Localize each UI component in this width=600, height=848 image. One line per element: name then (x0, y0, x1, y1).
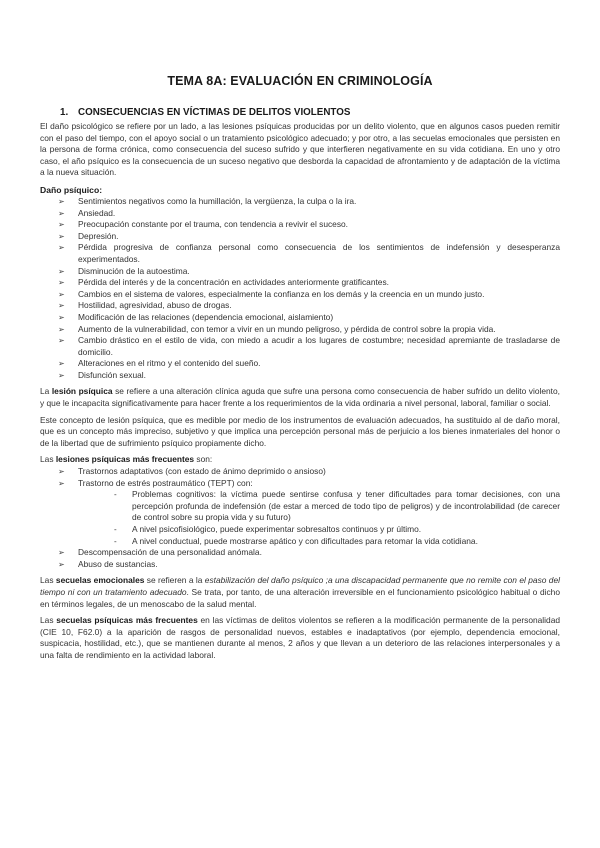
lesiones-frecuentes-intro: Las lesiones psíquicas más frecuentes son: (40, 454, 213, 465)
lesion-psiquica-paragraph: La lesión psíquica se refiere a una alteración clínica aguda que sufre una persona como consecuencia de haber sufrido un delito violento, y que le incapacita significativamente para hacer frente a los requerimientos de la vida ordinaria a nivel personal, laboral, familiar o social. (40, 386, 560, 409)
dash-bullet-icon: - (114, 536, 117, 546)
arrow-bullet-icon: ➢ (58, 278, 65, 288)
dano-psiquico-heading: Daño psíquico: (40, 184, 103, 195)
secuelas-emocionales-term: secuelas emocionales (55, 575, 145, 586)
concepto-paragraph: Este concepto de lesión psíquica, que es medible por medio de los instrumentos de evaluación adecuados, ha sustituido al de daño moral, que es un concepto más impreciso, subjetivo y que implica una percepción personal más de perjuicio a los bienes inmateriales del honor o de la libertad que de sufrimiento psíquico propiamente dicho. (40, 414, 560, 448)
lesion-psiquica-term: lesión psíquica (51, 386, 113, 397)
dash-bullet-icon: - (114, 490, 117, 500)
secuelas-frecuentes-paragraph: Las secuelas psíquicas más frecuentes en las víctimas de delitos violentos se refieren a la modificación permanente de la personalidad (CIE 10, F62.0) a la aparición de rasgos de personalidad nuevos, estables e inadaptativos (por ejemplo, dependencia emocional, suspicacia, hostilidad, etc.), que se mantienen durante al menos, 2 años y que llevan a un deterioro de las relaciones interpersonales y a una falta de rendimiento en la actividad laboral. (40, 615, 561, 660)
list-item: ➢ Pérdida progresiva de confianza personal como consecuencia de los sentimientos de indefensión y desesperanza experimentados. (58, 242, 560, 264)
list-item: ➢ Depresión. (58, 230, 119, 241)
page-title: TEMA 8A: EVALUACIÓN EN CRIMINOLOGÍA (167, 74, 433, 88)
section-title: CONSECUENCIAS EN VÍCTIMAS DE DELITOS VIOLENTOS (78, 107, 351, 118)
arrow-bullet-icon: ➢ (58, 312, 65, 322)
arrow-bullet-icon: ➢ (58, 243, 65, 253)
arrow-bullet-icon: ➢ (58, 266, 65, 276)
arrow-bullet-icon: ➢ (58, 301, 65, 311)
list-item: ➢ Trastornos adaptativos (con estado de ánimo deprimido o ansioso) (58, 466, 326, 477)
list-item: ➢ Disfunción sexual. (58, 369, 146, 380)
arrow-bullet-icon: ➢ (58, 220, 65, 230)
list-item: ➢ Descompensación de una personalidad anómala. (58, 547, 262, 558)
sub-list-item: - Problemas cognitivos: la víctima puede sentirse confusa y tener dificultades para tomar decisiones, con una percepción profunda de indefensión (de estar a merced de todo tipo de peligros) y de incontrolabilidad (de carecer de control sobre su propia vida y su futuro) (114, 489, 560, 523)
arrow-bullet-icon: ➢ (58, 208, 65, 218)
arrow-bullet-icon: ➢ (58, 196, 65, 206)
list-item: ➢ Hostilidad, agresividad, abuso de drogas. (58, 300, 232, 311)
list-item: ➢ Alteraciones en el ritmo y el contenido del sueño. (58, 358, 261, 369)
list-item: ➢ Ansiedad. (58, 207, 116, 218)
intro-paragraph: El daño psicológico se refiere por un lado, a las lesiones psíquicas producidas por un delito violento, que en algunos casos pueden remitir con el paso del tiempo, con el apoyo social o un tratamiento psicológico adecuado; y por otro, a las secuelas emocionales que persisten en la persona de forma crónica, como consecuencia del suceso sufrido y que interfieren negativamente en su vida cotidiana. En uno y otro caso, el año psíquico es la consecuencia de un suceso negativo que desborda la capacidad de afrontamiento y de adaptación de la víctima a la nueva situación. (40, 121, 560, 178)
sub-list-item: - A nivel psicofisiológico, puede experimentar sobresaltos continuos y pr último. (114, 524, 422, 534)
dash-bullet-icon: - (114, 525, 117, 534)
arrow-bullet-icon: ➢ (58, 370, 65, 380)
arrow-bullet-icon: ➢ (58, 478, 65, 488)
secuelas-emocionales-paragraph: Las secuelas emocionales se refieren a la estabilización del daño psíquico ;a una discapacidad permanente que no remite con el paso del tiempo ni con un tratamiento adecuado. Se trata, por tanto, de una alteración irreversible en el funcionamiento psicológico habitual o dicho en términos legales, de un menoscabo de la salud mental. (40, 575, 560, 609)
list-item: ➢ Trastorno de estrés postraumático (TEPT) con: - Problemas cognitivos: la víctima puede sentirse confusa y tener dificultades para tomar decisiones, con una percepción profunda de indefensión (de estar a merced de todo tipo de peligros) y de incontrolabilidad (de carecer de control sobre su propia vida y su futuro) - A nivel psicofisiológico, puede experimentar sobresaltos continuos y pr último. - A nivel conductual, puede mostrarse apático y con dificultades para retomar la vida cotidiana. (58, 477, 560, 546)
list-item: ➢ Disminución de la autoestima. (58, 265, 190, 276)
tept-sublist (78, 489, 560, 547)
section-heading (40, 107, 560, 118)
list-item: ➢ Preocupación constante por el trauma, con tendencia a revivir el suceso. (58, 219, 349, 230)
secuelas-frecuentes-term: secuelas psíquicas más frecuentes (56, 615, 198, 626)
secuelas-definition: estabilización del daño psíquico ;a una discapacidad permanente que no remite con el paso del tiempo ni con un tratamiento adecuado (40, 575, 560, 597)
list-item: ➢ Cambios en el sistema de valores, especialmente la confianza en los demás y la creencia en un mundo justo. (58, 288, 485, 299)
section-number: 1. (60, 107, 69, 118)
list-item: ➢ Aumento de la vulnerabilidad, con temor a vivir en un mundo peligroso, y pérdida de control sobre la propia vida. (58, 323, 496, 334)
lesiones-list (40, 466, 560, 570)
arrow-bullet-icon: ➢ (58, 559, 65, 569)
list-item: ➢ Modificación de las relaciones (dependencia emocional, aislamiento) (58, 311, 334, 322)
list-item: ➢ Sentimientos negativos como la humillación, la vergüenza, la culpa o la ira. (58, 195, 357, 206)
arrow-bullet-icon: ➢ (58, 289, 65, 299)
sub-list-item: - A nivel conductual, puede mostrarse apático y con dificultades para retomar la vida cotidiana. (114, 535, 478, 546)
arrow-bullet-icon: ➢ (58, 467, 65, 477)
arrow-bullet-icon: ➢ (58, 336, 65, 346)
dano-psiquico-list (40, 196, 560, 382)
arrow-bullet-icon: ➢ (58, 324, 65, 334)
list-item: ➢ Pérdida del interés y de la concentración en actividades anteriormente gratificantes. (58, 277, 389, 288)
list-item: ➢ Abuso de sustancias. (58, 558, 158, 569)
lesiones-frecuentes-term: lesiones psíquicas más frecuentes (55, 454, 195, 465)
list-item: ➢ Cambio drástico en el estilo de vida, con miedo a acudir a los lugares de costumbre; necesidad apremiante de trasladarse de domicilio. (58, 335, 560, 357)
arrow-bullet-icon: ➢ (58, 548, 65, 558)
arrow-bullet-icon: ➢ (58, 231, 65, 241)
arrow-bullet-icon: ➢ (58, 359, 65, 369)
